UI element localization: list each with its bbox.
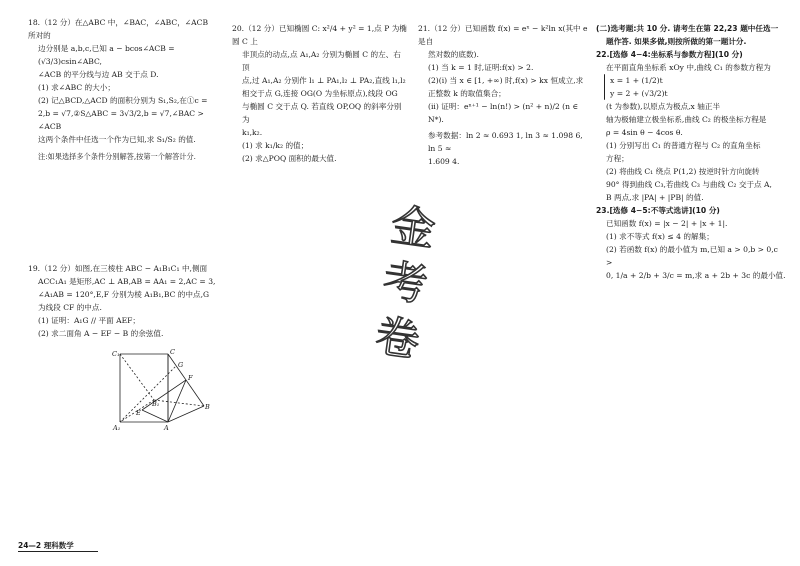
q18-line-1: 18.（12 分）在△ABC 中，∠BAC，∠ABC，∠ACB 所对的	[28, 18, 209, 40]
q18-line-2: 边分别是 a,b,c,已知 a − bcos∠ACB = (√3/3)csin∠ABC,	[38, 44, 175, 66]
q21-reference-data: 参考数据：ln 2 ≈ 0.693 1, ln 3 ≈ 1.098 6, ln 5 ≈	[428, 131, 583, 153]
question-21	[418, 22, 590, 168]
watermark	[349, 195, 462, 376]
q19-line-4: 为线段 CF 的中点.	[38, 303, 102, 312]
q22-parametric-equations	[596, 74, 786, 100]
optional-questions	[596, 22, 786, 282]
q19-line-1: 19.（12 分）如图,在三棱柱 ABC − A₁B₁C₁ 中,侧面	[28, 264, 208, 273]
q19-part-1: (1) 证明：A₁G // 平面 AEF；	[38, 316, 140, 325]
q22-eq-y: y = 2 + (√3/2)t	[610, 89, 668, 98]
q22-part-1: (1) 分别写出 C₁ 的普通方程与 C₂ 的直角坐标	[606, 141, 761, 150]
brace-icon	[604, 74, 605, 100]
q20-line-1: 20.（12 分）已知椭圆 C: x²/4 + y² = 1,点 P 为椭圆 C 上	[232, 24, 407, 46]
watermark-char-3: 卷	[372, 310, 423, 368]
q22-title: 22.[选修 4−4:坐标系与参数方程](10 分)	[596, 50, 743, 59]
q21-line-2: 然对数的底数).	[428, 50, 479, 59]
prism-figure	[112, 348, 212, 434]
q23-title: 23.[选修 4−5:不等式选讲](10 分)	[596, 206, 720, 215]
watermark-char-2: 考	[379, 255, 431, 312]
q22-part-2: (2) 将曲线 C₁ 绕点 P(1,2) 按逆时针方向旋转	[606, 167, 760, 176]
label-A: A	[164, 424, 169, 432]
q18-line-3: ∠ACB 的平分线与边 AB 交于点 D.	[38, 70, 159, 79]
label-E: E	[136, 409, 141, 417]
question-19	[28, 262, 218, 340]
q19-line-3: ∠A₁AB = 120°,E,F 分别为棱 A₁B₁,BC 的中点,G	[38, 290, 210, 299]
q18-line-7: 这两个条件中任选一个作为已知,求 S₁/S₂ 的值.	[38, 135, 196, 144]
q23-part-2: (2) 若函数 f(x) 的最小值为 m,已知 a > 0,b > 0,c >	[606, 245, 778, 267]
q22-line-5: (t 为参数),以原点为极点,x 轴正半	[606, 102, 721, 111]
label-A1: A₁	[113, 424, 121, 432]
q22-line-11: 90° 得到曲线 C₃,若曲线 C₃ 与曲线 C₂ 交于点 A,	[606, 180, 772, 189]
q18-line-6: 2,b = √7,②S△ABC = 3√3/2,b = √7,∠BAC > ∠ACB	[38, 109, 204, 131]
q22-line-2: 在平面直角坐标系 xOy 中,曲线 C₁ 的参数方程为	[606, 63, 771, 72]
q19-part-2: (2) 求二面角 A − EF − B 的余弦值.	[38, 329, 164, 338]
q21-reference-data-cont: 1.609 4.	[428, 157, 460, 166]
q20-line-2: 非顶点的动点,点 A₁,A₂ 分别为椭圆 C 的左、右顶	[242, 50, 401, 72]
q20-part-1: (1) 求 k₁/k₂ 的值；	[242, 141, 309, 150]
q23-line-2: 已知函数 f(x) = |x − 2| + |x + 1|.	[606, 219, 728, 228]
q20-line-6: k₁,k₂.	[242, 128, 263, 137]
label-F: F	[188, 374, 193, 382]
q22-line-7: ρ = 4sin θ − 4cos θ.	[606, 128, 683, 137]
q22-line-6: 轴为极轴建立极坐标系,曲线 C₂ 的极坐标方程是	[606, 115, 767, 124]
q19-line-2: ACC₁A₁ 是矩形,AC ⊥ AB,AB = AA₁ = 2,AC = 3,	[38, 277, 216, 286]
q23-part-1: (1) 求不等式 f(x) ≤ 4 的解集；	[606, 232, 714, 241]
q20-part-2: (2) 求△POQ 面积的最大值.	[242, 154, 337, 163]
q20-line-4: 相交于点 G,连接 OG(O 为坐标原点),线段 OG	[242, 89, 398, 98]
q21-line-5: 正整数 k 的取值集合；	[428, 89, 506, 98]
q22-line-12: B 两点,求 |PA| + |PB| 的值.	[606, 193, 704, 202]
q20-line-3: 点,过 A₁,A₂ 分别作 l₁ ⊥ PA₁,l₂ ⊥ PA₂,直线 l₁,l₂	[242, 76, 406, 85]
q18-note: 注:如果选择多个条件分别解答,按第一个解答计分.	[38, 152, 196, 161]
label-G: G	[178, 361, 184, 369]
label-C: C	[170, 348, 175, 356]
q18-part-1: (1) 求∠ABC 的大小；	[38, 83, 115, 92]
q21-part-2ii: (ii) 证明：eⁿ⁺¹ − ln(n!) > (n² + n)/2 (n ∈ N*).	[428, 102, 579, 124]
label-C1: C₁	[112, 350, 120, 358]
watermark-char-1: 金	[387, 199, 439, 257]
footer-divider	[18, 551, 98, 552]
label-B: B	[205, 403, 210, 411]
q18-part-2: (2) 记△BCD,△ACD 的面积分别为 S₁,S₂,在①c =	[38, 96, 208, 105]
q23-line-5: 0, 1/a + 2/b + 3/c = m,求 a + 2b + 3c 的最小值.	[606, 271, 786, 280]
page-footer: 24—2 理科数学	[18, 541, 74, 550]
q21-part-2i: (2)(i) 当 x ∈ [1, +∞) 时,f(x) > kx 恒成立,求	[428, 76, 584, 85]
question-18	[28, 16, 218, 163]
q22-line-9: 方程；	[606, 154, 629, 163]
q20-line-5: 与椭圆 C 交于点 Q. 若直线 OP,OQ 的斜率分别为	[242, 102, 402, 124]
q21-part-1: (1) 当 k = 1 时,证明:f(x) > 2.	[428, 63, 534, 72]
label-B1: B₁	[152, 400, 160, 408]
optional-header-line-1: (二)选考题:共 10 分. 请考生在第 22,23 题中任选一	[596, 24, 779, 33]
q22-eq-x: x = 1 + (1/2)t	[610, 76, 663, 85]
q21-line-1: 21.（12 分）已知函数 f(x) = eˣ − k²ln x(其中 e 是自	[418, 24, 588, 46]
question-20	[232, 22, 408, 165]
optional-header-line-2: 题作答. 如果多做,则按所做的第一题计分.	[606, 37, 747, 46]
